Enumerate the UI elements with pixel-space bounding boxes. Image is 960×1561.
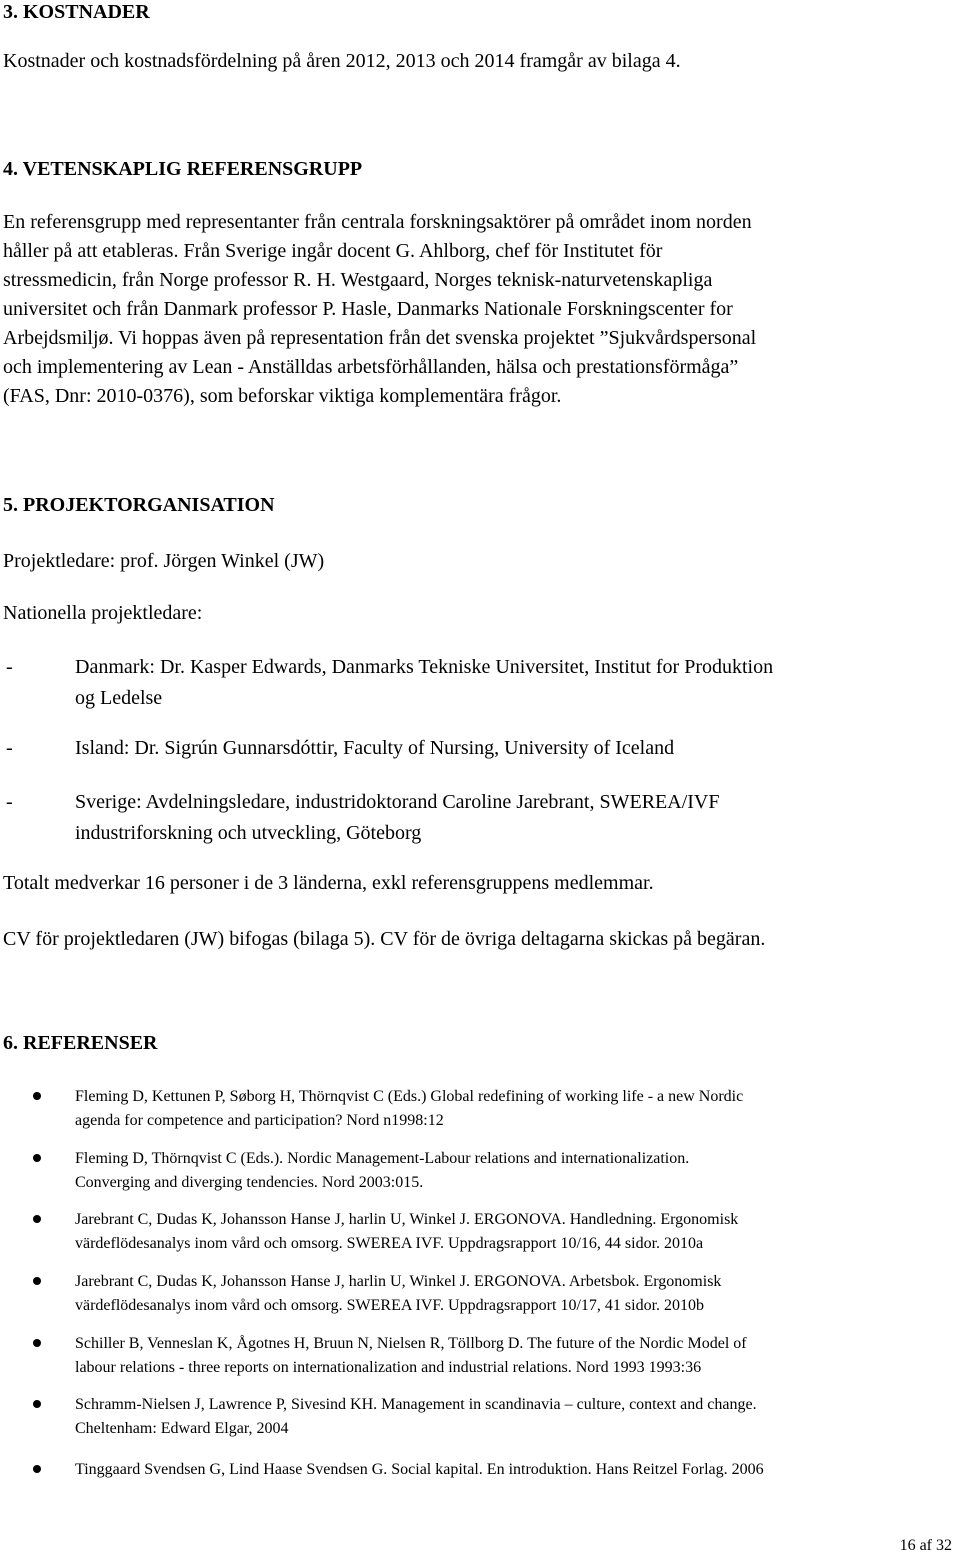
dash-marker: -: [6, 656, 13, 678]
reference-line: Jarebrant C, Dudas K, Johansson Hanse J, harlin U, Winkel J. ERGONOVA. Handledning. Ergonomisk: [75, 1211, 739, 1228]
reference-line: Fleming D, Thörnqvist C (Eds.). Nordic Management-Labour relations and internationalization.: [75, 1150, 690, 1167]
reference-line: agenda for competence and participation? Nord n1998:12: [75, 1112, 444, 1129]
paragraph-line: En referensgrupp med representanter från centrala forskningsaktörer på området inom norden: [3, 211, 752, 233]
bullet-icon: [33, 1092, 41, 1100]
paragraph-line: håller på att etableras. Från Sverige ingår docent G. Ahlborg, chef för Institutet för: [3, 240, 663, 262]
dash-marker: -: [6, 737, 13, 759]
reference-text: [75, 1458, 955, 1482]
reference-text: [75, 1085, 955, 1133]
cv-note: CV för projektledaren (JW) bifogas (bilaga 5). CV för de övriga deltagarna skickas på begäran.: [3, 928, 766, 950]
reference-line: Cheltenham: Edward Elgar, 2004: [75, 1420, 289, 1437]
list-item-body: [75, 652, 955, 714]
bullet-icon: [33, 1277, 41, 1285]
reference-text: [75, 1270, 955, 1318]
list-item-line: industriforskning och utveckling, Göteborg: [75, 822, 422, 844]
list-item-line: Sverige: Avdelningsledare, industridoktorand Caroline Jarebrant, SWEREA/IVF: [75, 791, 720, 813]
reference-line: värdeflödesanalys inom vård och omsorg. SWEREA IVF. Uppdragsrapport 10/16, 44 sidor. 2010a: [75, 1235, 704, 1252]
section-heading-projektorganisation: 5. PROJEKTORGANISATION: [3, 494, 275, 516]
section-heading-referensgrupp: 4. VETENSKAPLIG REFERENSGRUPP: [3, 158, 363, 180]
bullet-icon: [33, 1215, 41, 1223]
referensgrupp-paragraph: [3, 208, 951, 411]
total-participants: Totalt medverkar 16 personer i de 3 länderna, exkl referensgruppens medlemmar.: [3, 872, 654, 894]
section-heading-kostnader: 3. KOSTNADER: [3, 1, 150, 23]
bullet-icon: [33, 1400, 41, 1408]
paragraph-line: stressmedicin, från Norge professor R. H. Westgaard, Norges teknisk-naturvetenskapliga: [3, 269, 713, 291]
bullet-icon: [33, 1154, 41, 1162]
reference-text: [75, 1208, 955, 1256]
paragraph-line: Arbejdsmiljø. Vi hoppas även på representation från det svenska projektet ”Sjukvårdspersonal: [3, 327, 757, 349]
reference-line: Schiller B, Venneslan K, Ågotnes H, Bruun N, Nielsen R, Töllborg D. The future of the Nordic Model of: [75, 1335, 747, 1352]
paragraph-line: (FAS, Dnr: 2010-0376), som beforskar viktiga komplementära frågor.: [3, 385, 562, 407]
reference-line: Converging and diverging tendencies. Nord 2003:015.: [75, 1174, 424, 1191]
list-item-line: og Ledelse: [75, 687, 163, 709]
list-item-line: Danmark: Dr. Kasper Edwards, Danmarks Tekniske Universitet, Institut for Produktion: [75, 656, 774, 678]
bullet-icon: [33, 1465, 41, 1473]
paragraph-line: och implementering av Lean - Anställdas arbetsförhållanden, hälsa och prestationsförmåga”: [3, 356, 739, 378]
paragraph-line: universitet och från Danmark professor P. Hasle, Danmarks Nationale Forskningscenter for: [3, 298, 733, 320]
reference-line: labour relations - three reports on internationalization and industrial relations. Nord 1993 1993:36: [75, 1359, 702, 1376]
national-leaders-label: Nationella projektledare:: [3, 602, 203, 624]
reference-text: [75, 1393, 955, 1441]
list-item-body: [75, 787, 955, 849]
reference-line: Schramm-Nielsen J, Lawrence P, Sivesind KH. Management in scandinavia – culture, context and change.: [75, 1396, 757, 1413]
reference-line: Jarebrant C, Dudas K, Johansson Hanse J, harlin U, Winkel J. ERGONOVA. Arbetsbok. Ergonomisk: [75, 1273, 722, 1290]
project-leader: Projektledare: prof. Jörgen Winkel (JW): [3, 550, 325, 572]
list-item-line: Island: Dr. Sigrún Gunnarsdóttir, Faculty of Nursing, University of Iceland: [75, 737, 675, 759]
list-item-body: [75, 733, 955, 764]
reference-line: Tinggaard Svendsen G, Lind Haase Svendsen G. Social kapital. En introduktion. Hans Reitzel Forlag. 2006: [75, 1461, 764, 1478]
reference-line: värdeflödesanalys inom vård och omsorg. SWEREA IVF. Uppdragsrapport 10/17, 41 sidor. 2010b: [75, 1297, 705, 1314]
page-number: 16 af 32: [899, 1537, 952, 1554]
reference-text: [75, 1147, 955, 1195]
section-heading-referenser: 6. REFERENSER: [3, 1032, 158, 1054]
reference-text: [75, 1332, 955, 1380]
kostnader-text: Kostnader och kostnadsfördelning på åren 2012, 2013 och 2014 framgår av bilaga 4.: [3, 50, 681, 72]
bullet-icon: [33, 1339, 41, 1347]
reference-line: Fleming D, Kettunen P, Søborg H, Thörnqvist C (Eds.) Global redefining of working life - a new Nordic: [75, 1088, 744, 1105]
dash-marker: -: [6, 791, 13, 813]
